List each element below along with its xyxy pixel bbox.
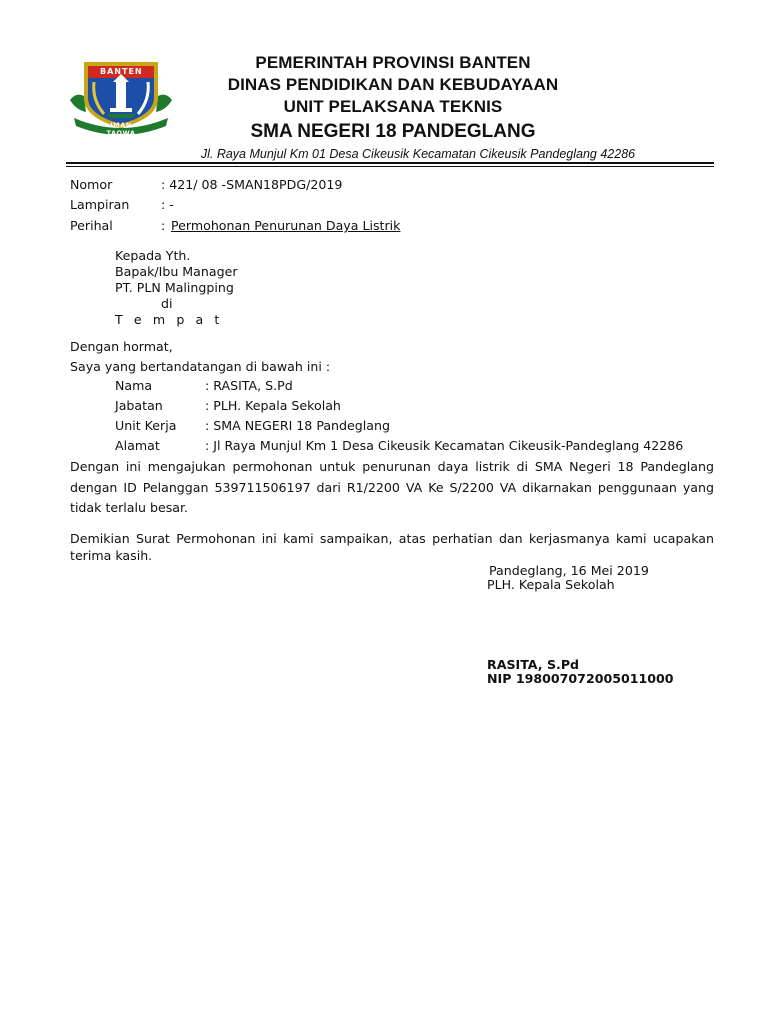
identity-value-jabatan: : PLH. Kepala Sekolah — [205, 398, 341, 413]
identity-value-alamat: : Jl Raya Munjul Km 1 Desa Cikeusik Kecamatan Cikeusik-Pandeglang 42286 — [205, 438, 684, 453]
nomor-value: : 421/ 08 -SMAN18PDG/2019 — [161, 177, 343, 192]
signature-position: PLH. Kepala Sekolah — [487, 577, 615, 592]
letterhead-rule-thin — [66, 166, 714, 167]
perihal-label: Perihal — [70, 218, 113, 233]
logo-ribbon-text: IMAN TAQWA — [106, 121, 136, 137]
recipient-line3: PT. PLN Malingping — [115, 280, 234, 295]
letterhead — [150, 52, 636, 162]
identity-label-alamat: Alamat — [115, 438, 160, 453]
lampiran-label: Lampiran — [70, 197, 130, 212]
signature-nip: NIP 198007072005011000 — [487, 671, 674, 686]
school-address: Jl. Raya Munjul Km 01 Desa Cikeusik Kecamatan Cikeusik Pandeglang 42286 — [200, 147, 636, 161]
logo-top-text: BANTEN — [100, 67, 143, 76]
perihal-value: Permohonan Penurunan Daya Listrik — [171, 218, 401, 233]
identity-value-unit: : SMA NEGERI 18 Pandeglang — [205, 418, 390, 433]
body-paragraph: Dengan ini mengajukan permohonan untuk penurunan daya listrik di SMA Negeri 18 Pandeglang dengan ID Pelanggan 539711506197 dari R1/2200 VA Ke S/2200 VA dikarnakan penggunaan yang tidak terlalu besar. — [70, 459, 714, 515]
letterhead-rule-thick — [66, 162, 714, 164]
letterhead-line3: UNIT PELAKSANA TEKNIS — [283, 97, 503, 116]
recipient-line1: Kepada Yth. — [115, 248, 191, 263]
identity-label-jabatan: Jabatan — [115, 398, 163, 413]
letterhead-line1: PEMERINTAH PROVINSI BANTEN — [255, 53, 531, 72]
signature-name: RASITA, S.Pd — [487, 657, 580, 672]
recipient-line4: di — [161, 296, 173, 311]
nomor-label: Nomor — [70, 177, 113, 192]
signature-place-date: Pandeglang, 16 Mei 2019 — [489, 563, 649, 578]
perihal-colon: : — [161, 218, 166, 233]
closing-paragraph: Demikian Surat Permohonan ini kami sampaikan, atas perhatian dan kerjasmanya kami ucapakan terima kasih. — [70, 531, 714, 563]
school-name: SMA NEGERI 18 PANDEGLANG — [250, 121, 536, 142]
identity-label-unit: Unit Kerja — [115, 418, 177, 433]
recipient-line5: T e m p a t — [115, 312, 223, 327]
greeting: Dengan hormat, — [70, 339, 173, 354]
lampiran-value: : - — [161, 197, 174, 212]
intro-line: Saya yang bertandatangan di bawah ini : — [70, 359, 331, 374]
identity-label-nama: Nama — [115, 378, 153, 393]
letterhead-line2: DINAS PENDIDIKAN DAN KEBUDAYAAN — [227, 75, 559, 94]
identity-value-nama: : RASITA, S.Pd — [205, 378, 293, 393]
recipient-line2: Bapak/Ibu Manager — [115, 264, 238, 279]
